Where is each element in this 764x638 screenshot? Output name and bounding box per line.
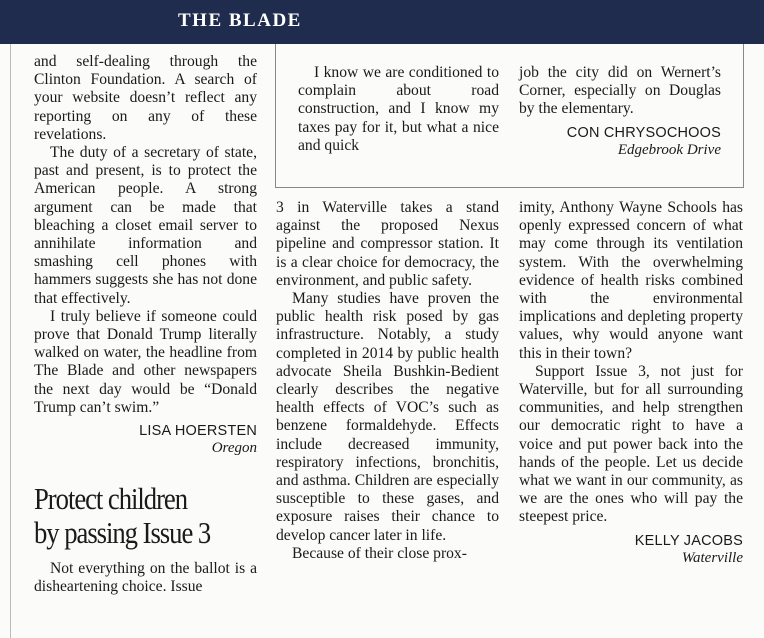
letter-jacobs-col2 [276,199,499,563]
letter-paragraph: I know we are conditioned to complain about road construction, and I know my taxes pay for it, but what a nice and quick [298,64,499,154]
author-location: Oregon [211,440,257,457]
author-name: KELLY JACOBS [634,532,743,549]
author-name: LISA HOERSTEN [139,423,257,440]
letter-paragraph: imity, Anthony Wayne Schools has openly expressed concern of what may come through its ventilation system. With the overwhelming evidence of health risks combined with the environmental implications and depleting property values, why would anyone want this in their town? [519,199,743,362]
letter-hoersten [34,53,257,457]
headline-line: Protect children [34,481,188,516]
column-rule [10,44,11,638]
letter-paragraph: I truly believe if someone could prove that Donald Trump literally walked on water, the headline from The Blade and other newspapers the next day would be “Donald Trump can’t swim.” [34,307,257,416]
letter-paragraph: Many studies have proven the public health risk posed by gas infrastructure. Notably, a study completed in 2014 by public health advocate Sheila Bushkin-Bedient clearly describes the negative health effects of VOC’s such as benzene formaldehyde. Effects include decreased immunity, respiratory infections, bronchitis, and asthma. Children are especially susceptible to these gases, and exposure raises their chance to develop cancer later in life. [276,290,499,544]
masthead [0,0,764,44]
letter-paragraph: The duty of a secretary of state, past and present, is to protect the American people. A strong argument can be made that bleaching a closet email server to annihilate information and smashing cell phones with hammers suggests she has not done that effectively. [34,144,257,307]
letter-paragraph: job the city did on Wernert’s Corner, especially on Douglas by the elementary. [519,64,721,118]
author-location: Edgebrook Drive [617,141,721,158]
letter-jacobs-col1 [34,560,257,596]
letter-paragraph: Because of their close prox- [292,544,467,562]
masthead-title: THE BLADE [178,10,302,31]
author-location: Waterville [681,549,743,566]
letter-chrysochoos-col2 [519,64,721,159]
letter-jacobs-col3 [519,199,743,567]
letter-headline [34,482,240,550]
letter-chrysochoos-col1 [298,64,499,155]
letter-paragraph: Not everything on the ballot is a disheartening choice. Issue [34,560,257,596]
letter-paragraph: 3 in Waterville takes a stand against the proposed Nexus pipeline and compressor station. It is a clear choice for democracy, the environment, and public safety. [276,199,499,289]
headline-line: by passing Issue 3 [34,515,211,550]
letter-paragraph: and self-dealing through the Clinton Foundation. A search of your website doesn’t reflect any reporting on any of these revelations. [34,53,257,143]
author-name: CON CHRYSOCHOOS [566,124,721,141]
letter-paragraph: Support Issue 3, not just for Waterville, but for all surrounding communities, and help strengthen our democratic right to have a voice and put power back into the hands of the people. Let us decide what we want in our community, as we are the ones who will pay the steepest price. [519,362,743,526]
